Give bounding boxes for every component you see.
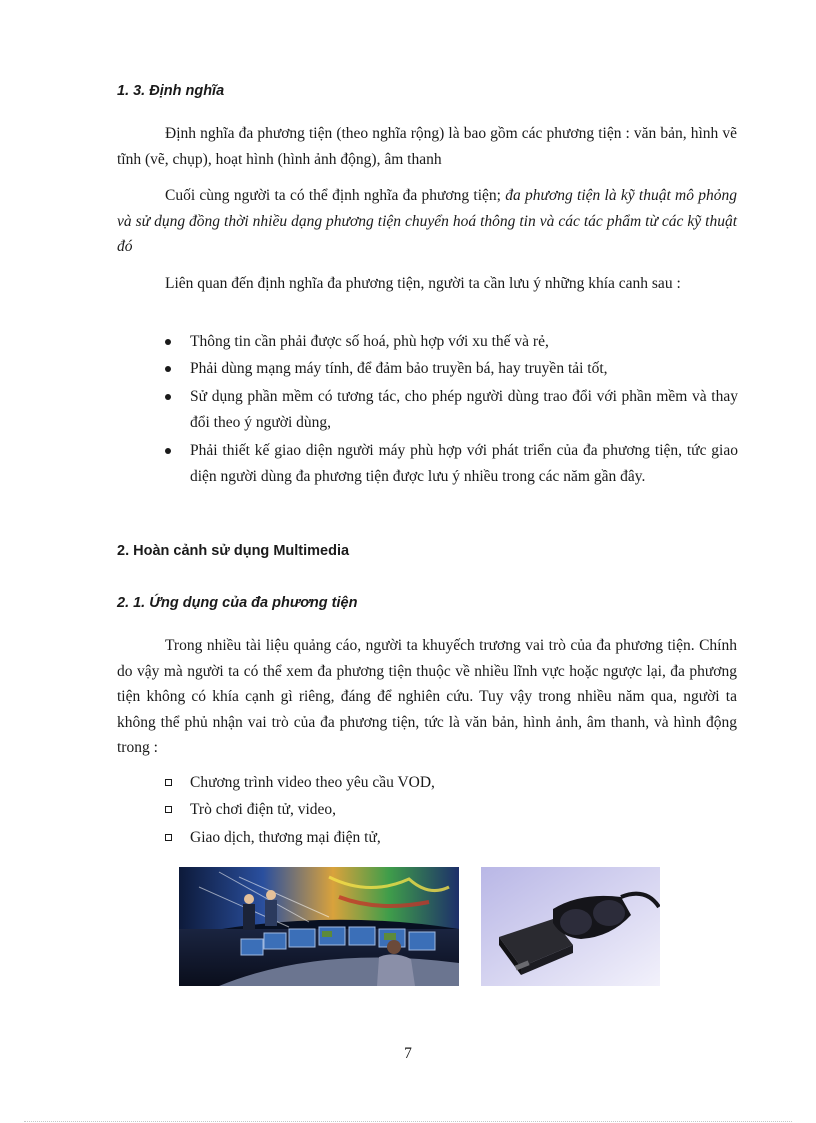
square-bullet <box>165 806 172 813</box>
heading-2-1: 2. 1. Ứng dụng của đa phương tiện <box>117 595 358 611</box>
page-number: 7 <box>404 1045 412 1062</box>
final-definition-italic: đa phương tiện là kỹ thuật mô phỏng và sử dụng đồng thời nhiều dạng phương tiện chuyển hoá thông tin và các tác phẩm từ các kỹ thuật đó <box>117 187 738 256</box>
paragraph-considerations: Liên quan đến định nghĩa đa phương tiện, người ta cần lưu ý những khía canh sau : <box>165 275 681 292</box>
paragraph-applications: Trong nhiều tài liệu quảng cáo, người ta khuyếch trương vai trò của đa phương tiện. Chính do vậy mà người ta có thể xem đa phương tiện thuộc về nhiều lĩnh vực hoặc ngược lại, đa phương tiện không có khía cạnh gì riêng, đáng để nghiên cứu. Tuy vậy trong nhiều năm qua, người ta không thể phủ nhận vai trò của đa phương tiện, tức là văn bản, hình ảnh, âm thanh, và hình động trong : <box>117 637 737 757</box>
paragraph-final-definition <box>117 183 737 260</box>
footer-divider <box>24 1121 792 1122</box>
control-room-image <box>179 867 459 986</box>
heading-1-3: 1. 3. Định nghĩa <box>117 83 225 99</box>
bullet-item: Phải dùng mạng máy tính, để đảm bảo truyền bá, hay truyền tải tốt, <box>190 360 608 377</box>
bullet-item: Phải thiết kế giao diện người máy phù hợp với phát triển của đa phương tiện, tức giao diện người dùng đa phương tiện được lưu ý nhiều trong các năm gần đây. <box>190 442 738 485</box>
square-bullet <box>165 834 172 841</box>
square-bullet <box>165 779 172 786</box>
bullet-dot <box>165 394 171 400</box>
bullet-dot <box>165 339 171 345</box>
paragraph-definition: Định nghĩa đa phương tiện (theo nghĩa rộng) là bao gồm các phương tiện : văn bản, hình vẽ tĩnh (vẽ, chụp), hoạt hình (hình ảnh động), âm thanh <box>117 125 737 168</box>
bullet-dot <box>165 366 171 372</box>
bullet-item: Thông tin cần phải được số hoá, phù hợp với xu thế và rẻ, <box>190 333 549 350</box>
list-item: Chương trình video theo yêu cầu VOD, <box>190 774 435 791</box>
list-item: Giao dịch, thương mại điện tử, <box>190 829 381 846</box>
stereo-glasses-image <box>481 867 660 986</box>
bullet-item: Sử dụng phần mềm có tương tác, cho phép người dùng trao đổi với phần mềm và thay đổi theo ý người dùng, <box>190 388 738 431</box>
final-definition-lead: Cuối cùng người ta có thể định nghĩa đa phương tiện; <box>165 187 506 204</box>
list-item: Trò chơi điện tử, video, <box>190 801 337 818</box>
bullet-dot <box>165 448 171 454</box>
heading-2: 2. Hoàn cảnh sử dụng Multimedia <box>117 543 350 559</box>
